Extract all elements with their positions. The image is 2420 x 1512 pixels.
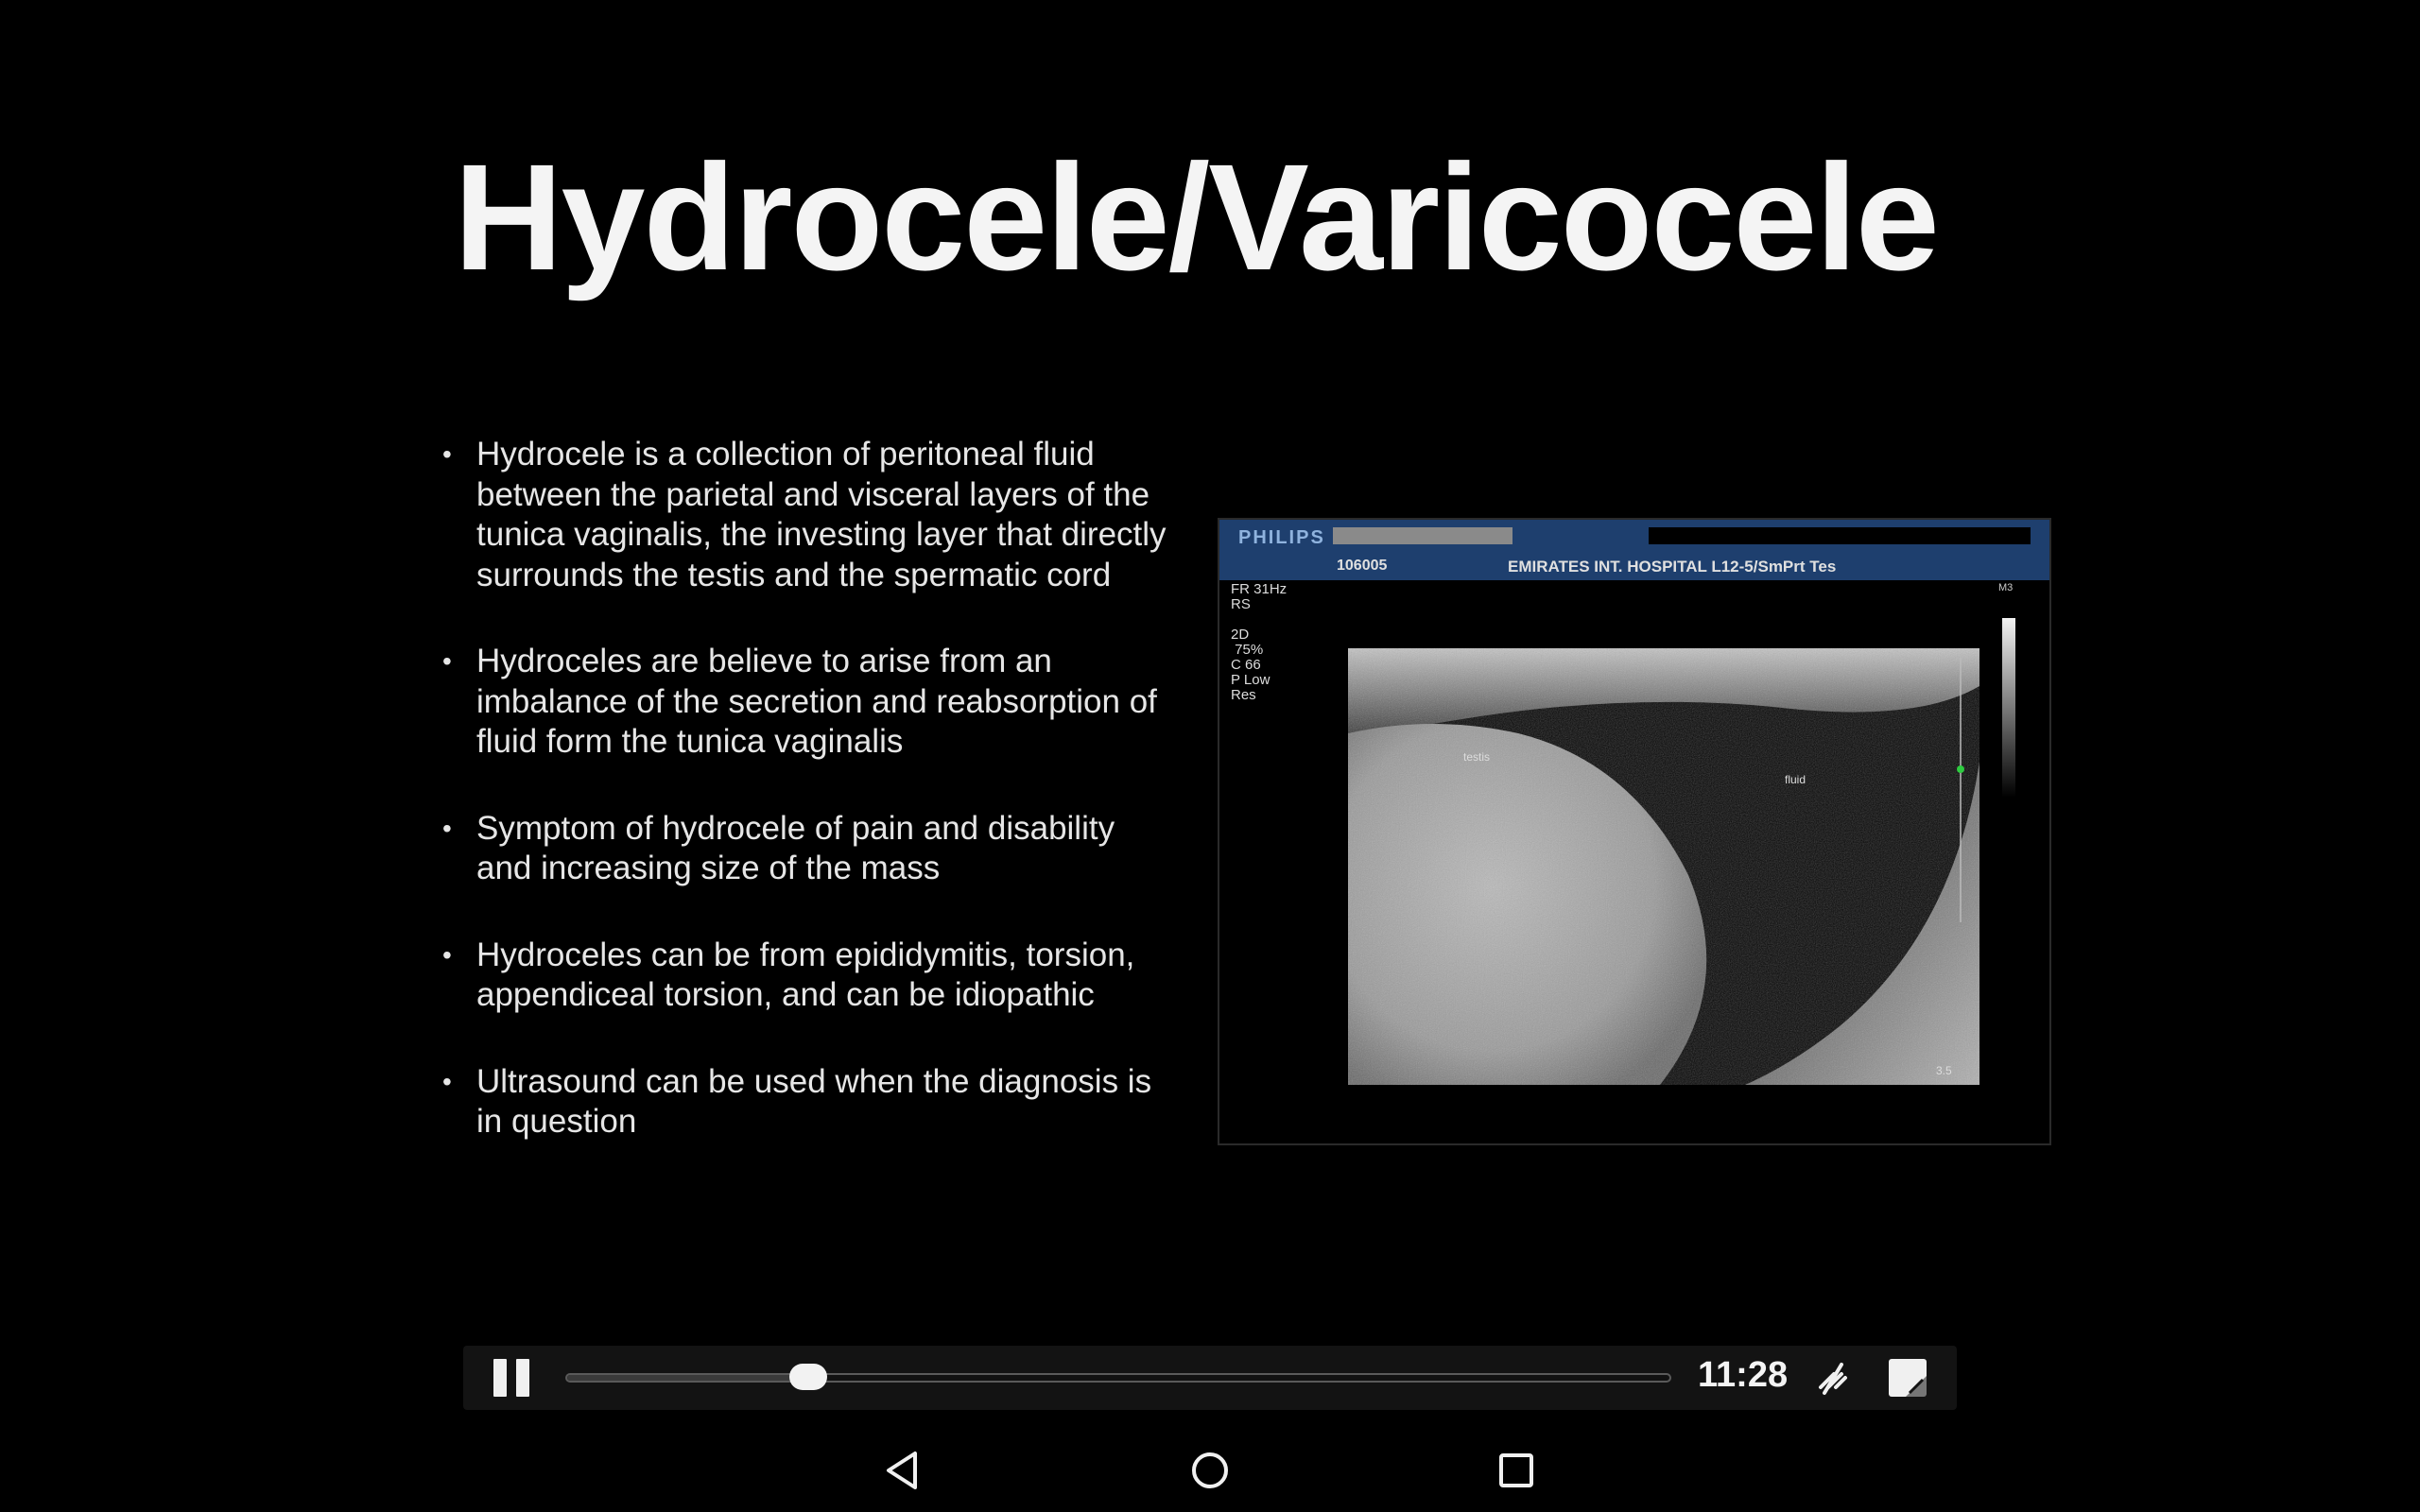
- bullet-dot: •: [442, 439, 452, 469]
- bullet-item: [441, 809, 1178, 889]
- bullet-text: Symptom of hydrocele of pain and disability and increasing size of the mass: [476, 809, 1115, 886]
- bullet-text: Hydrocele is a collection of peritoneal fluid between the parietal and visceral layers of the tunica vaginalis, the investing layer that directly surrounds the testis and the spermatic cord: [476, 436, 1167, 593]
- seek-thumb[interactable]: [789, 1364, 827, 1390]
- bullet-text: Hydroceles are believe to arise from an imbalance of the secretion and reabsorption of fluid form the tunica vaginalis: [476, 643, 1157, 760]
- bullet-item: [441, 435, 1178, 595]
- bullet-item: [441, 642, 1178, 763]
- bullet-list: [441, 435, 1178, 1189]
- system-navigation-bar: [0, 1429, 2420, 1512]
- bullet-dot: •: [442, 939, 452, 970]
- bullet-text: Ultrasound can be used when the diagnosis is in question: [476, 1062, 1152, 1140]
- pause-icon[interactable]: [493, 1359, 531, 1397]
- ultrasound-header-bar: [1649, 527, 2031, 544]
- ultrasound-header: [1219, 520, 2049, 580]
- ultrasound-image: [1218, 518, 2051, 1145]
- seek-bar[interactable]: [565, 1373, 1671, 1383]
- bullet-dot: •: [442, 813, 452, 843]
- fullscreen-icon[interactable]: [1887, 1357, 1928, 1399]
- hd-off-icon[interactable]: [1813, 1357, 1855, 1399]
- bullet-text: Hydroceles can be from epididymitis, torsion, appendiceal torsion, and can be idiopathic: [476, 936, 1135, 1013]
- seek-bar-progress: [567, 1375, 810, 1381]
- ultrasound-patient-id: 106005: [1337, 558, 1388, 574]
- bullet-item: [441, 936, 1178, 1016]
- back-triangle-icon[interactable]: [879, 1446, 928, 1495]
- ultrasound-brand: PHILIPS: [1238, 527, 1325, 548]
- ultrasound-scan: [1348, 648, 1979, 1085]
- bullet-dot: •: [442, 1066, 452, 1096]
- ultrasound-label-testis: testis: [1463, 750, 1491, 764]
- video-controls: [463, 1346, 1957, 1410]
- ultrasound-depth: 3.5: [1936, 1064, 1952, 1077]
- ultrasound-scale-tag: M3: [1998, 582, 2014, 593]
- playback-time: 11:28: [1698, 1355, 1789, 1395]
- bullet-item: [441, 1062, 1178, 1143]
- ultrasound-hospital: EMIRATES INT. HOSPITAL L12-5/SmPrt Tes: [1508, 558, 1837, 576]
- ultrasound-params: FR 31Hz RS 2D 75% C 66 P Low Res: [1231, 581, 1288, 703]
- ultrasound-grayscale-bar: [2002, 618, 2015, 798]
- bullet-dot: •: [442, 646, 452, 676]
- recents-square-icon[interactable]: [1492, 1446, 1541, 1495]
- ultrasound-scan-graphic: [1348, 648, 1979, 1085]
- ultrasound-label-fluid: fluid: [1785, 773, 1806, 786]
- home-circle-icon[interactable]: [1185, 1446, 1235, 1495]
- ultrasound-header-bar: [1333, 527, 1512, 544]
- slide-title: Hydrocele/Varicocele: [454, 132, 1938, 301]
